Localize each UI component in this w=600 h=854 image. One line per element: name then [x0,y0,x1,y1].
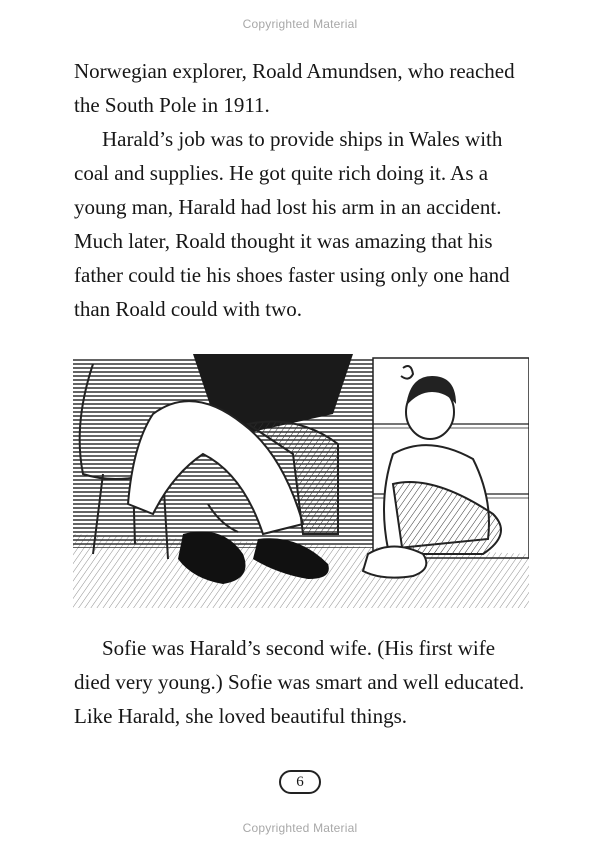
copyright-watermark-top: Copyrighted Material [242,17,358,31]
paragraph-continued: Norwegian explorer, Roald Amundsen, who reached the South Pole in 1911. [74,59,515,117]
illustration-tying-shoes [73,354,529,608]
paragraph-sofie: Sofie was Harald’s second wife. (His first wife died very young.) Sofie was smart and well educated. Like Harald, she loved beautiful things. [74,636,525,728]
copyright-watermark-bottom: Copyrighted Material [242,821,358,835]
paragraph-harald-job: Harald’s job was to provide ships in Wales with coal and supplies. He got quite rich doing it. As a young man, Harald had lost his arm in an accident. Much later, Roald thought it was amazing that his father could tie his shoes faster using only one hand than Roald could with two. [74,127,510,321]
page-number: 6 [279,770,321,794]
